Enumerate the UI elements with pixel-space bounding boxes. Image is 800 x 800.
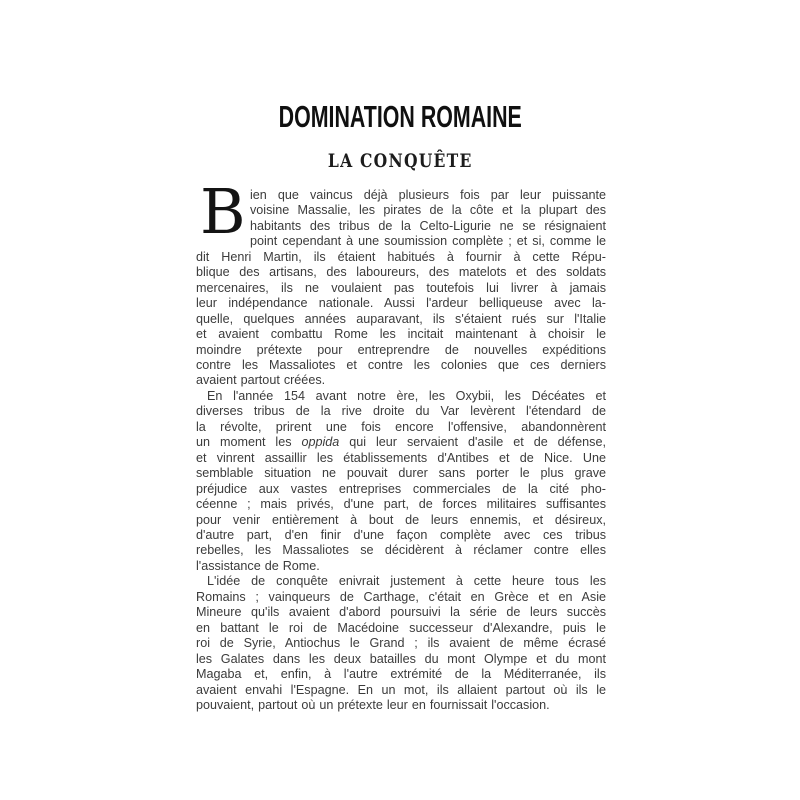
text-line: ien que vaincus déjà plusieurs fois par leur puissante (250, 188, 606, 202)
text-line: contre les Massaliotes et contre les colonies que ces derniers (196, 357, 606, 372)
text-line: pour venir entièrement à bout de leurs ennemis, et désireux, (196, 512, 606, 527)
text-line: et vinrent assaillir les établissements d'Antibes et de Nice. Une (196, 450, 606, 465)
text-line: l'assistance de Rome. (196, 558, 320, 573)
text-line: rebelles, les Massaliotes se décidèrent à réclamer contre elles (196, 543, 606, 558)
text-line: les Galates dans les deux batailles du mont Olympe et du mont (196, 651, 606, 666)
text-line: céenne ; mais privés, d'une part, de forces militaires suffisantes (196, 497, 606, 512)
text-line: L'idée de conquête enivrait justement à cette heure tous les (207, 574, 606, 589)
text-line: En l'année 154 avant notre ère, les Oxybii, les Décéates et (207, 388, 606, 403)
text-column (196, 175, 606, 713)
text-line: et avaient combattu Rome les incitait maintenant à choisir le (196, 327, 606, 342)
text-line: pouvaient, partout où un prétexte leur en fournissait l'occasion. (196, 697, 550, 712)
text-line: dit Henri Martin, ils étaient habitués à fournir à cette Répu- (196, 249, 606, 264)
text-line: roi de Syrie, Antiochus le Grand ; ils avaient de même écrasé (196, 636, 606, 651)
text-line: semblable situation ne pouvait durer sans porter le plus grave (196, 466, 606, 481)
text-line: un moment les oppida qui leur servaient d'asile et de défense, (196, 435, 606, 450)
text-line: la révolte, prirent une fois encore l'offensive, abandonnèrent (196, 419, 606, 434)
text-line: avaient partout créées. (196, 373, 326, 388)
text-line: point cependant à une soumission complète ; et si, comme le (250, 234, 606, 249)
text-line: diverses tribus de la rive droite du Var levèrent l'étendard de (196, 404, 606, 419)
paragraph (196, 175, 606, 389)
text-line: Magaba et, enfin, à l'autre extrémité de la Méditerranée, ils (196, 667, 606, 682)
text-line: Romains ; vainqueurs de Carthage, c'était en Grèce et en Asie (196, 589, 606, 604)
text-line: habitants des tribus de la Celto-Ligurie ne se résignaient (250, 218, 606, 233)
drop-cap: B (200, 175, 246, 248)
text-line: quelle, quelques années auparavant, ils s'étaient rués sur l'Italie (196, 311, 606, 326)
paragraph (196, 574, 606, 713)
text-line: leur indépendance nationale. Aussi l'ardeur belliqueuse avec la- (196, 296, 606, 311)
page-title (0, 101, 800, 132)
paragraph (196, 389, 606, 574)
section-subtitle (0, 152, 800, 171)
text-line: moindre prétexte pour entreprendre de nouvelles expéditions (196, 342, 606, 357)
text-line: Mineure qu'ils avaient d'abord poursuivi la série de leurs succès (196, 605, 606, 620)
text-line: préjudice aux vastes entreprises commerciales de la cité pho- (196, 481, 606, 496)
text-line: mercenaires, ils ne voulaient pas toutefois lui livrer à jamais (196, 280, 606, 295)
text-line: avaient envahi l'Espagne. En un mot, ils allaient partout où ils le (196, 682, 606, 697)
section-subtitle-text: LA CONQUÊTE (327, 150, 473, 172)
text-line: d'autre part, d'en finir d'une façon complète avec ces tribus (196, 527, 606, 542)
text-line: blique des artisans, des laboureurs, des matelots et des soldats (196, 265, 606, 280)
page-title-text: DOMINATION ROMAINE (278, 99, 522, 134)
text-line: en battant le roi de Macédoine successeur d'Alexandre, puis le (196, 620, 606, 635)
text-line: voisine Massalie, les pirates de la côte et la plupart des (250, 203, 606, 218)
